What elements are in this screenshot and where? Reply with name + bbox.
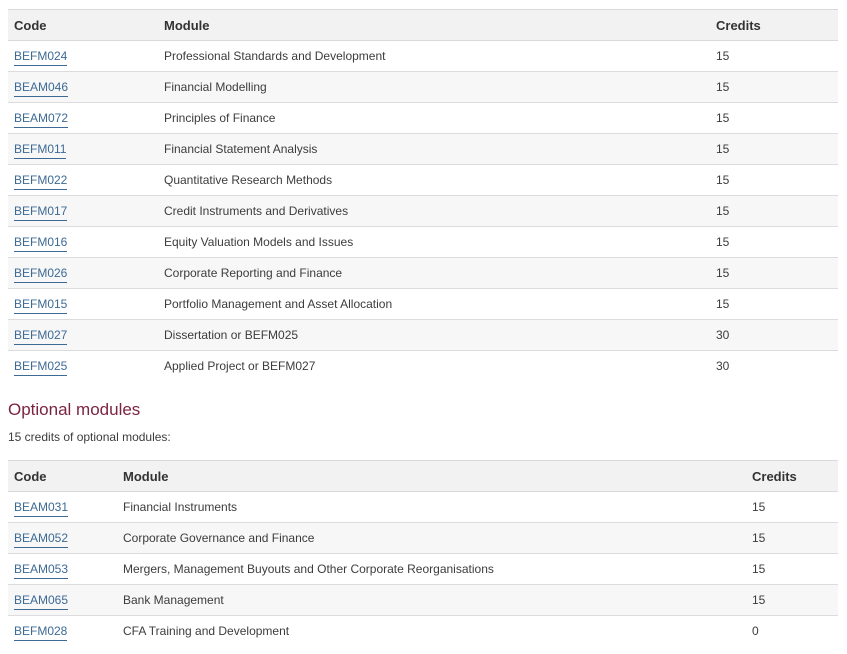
module-name: Equity Valuation Models and Issues — [158, 227, 710, 258]
column-header-code: Code — [8, 461, 117, 492]
table-row — [8, 554, 838, 585]
module-credits: 15 — [746, 585, 838, 616]
module-name: Mergers, Management Buyouts and Other Corporate Reorganisations — [117, 554, 746, 585]
table-row — [8, 492, 838, 523]
optional-modules-table — [8, 460, 838, 646]
module-name: Bank Management — [117, 585, 746, 616]
module-name: Quantitative Research Methods — [158, 165, 710, 196]
module-credits: 30 — [716, 359, 730, 373]
core-modules-section — [8, 9, 838, 381]
core-modules-table — [8, 9, 838, 381]
module-code-link[interactable]: BEFM025 — [14, 359, 67, 376]
module-code-link[interactable]: BEAM072 — [14, 111, 68, 128]
module-credits: 15 — [746, 492, 838, 523]
module-credits: 15 — [710, 41, 838, 72]
module-code-link[interactable]: BEFM024 — [14, 49, 67, 66]
module-code-link[interactable]: BEFM022 — [14, 173, 67, 190]
module-code-link[interactable]: BEFM016 — [14, 235, 67, 252]
column-header-module: Module — [117, 461, 746, 492]
module-code-link[interactable]: BEAM031 — [14, 500, 68, 517]
module-credits: 15 — [746, 554, 838, 585]
column-header-code: Code — [8, 10, 158, 41]
module-name: Applied Project or BEFM027 — [164, 359, 316, 373]
module-name: Credit Instruments and Derivatives — [158, 196, 710, 227]
optional-modules-intro: 15 credits of optional modules: — [8, 430, 171, 444]
module-code-link[interactable]: BEAM052 — [14, 531, 68, 548]
module-code-link[interactable]: BEAM065 — [14, 593, 68, 610]
column-header-credits: Credits — [710, 10, 838, 41]
column-header-credits: Credits — [746, 461, 838, 492]
module-name: Financial Statement Analysis — [158, 134, 710, 165]
table-row — [8, 351, 838, 382]
module-credits: 15 — [710, 103, 838, 134]
module-code-link[interactable]: BEAM046 — [14, 80, 68, 97]
module-credits: 15 — [746, 523, 838, 554]
table-row — [8, 103, 838, 134]
table-row — [8, 320, 838, 351]
module-name: Corporate Governance and Finance — [117, 523, 746, 554]
module-credits: 15 — [710, 227, 838, 258]
module-code-link[interactable]: BEFM026 — [14, 266, 67, 283]
module-code-link[interactable]: BEFM015 — [14, 297, 67, 314]
module-code-link[interactable]: BEFM028 — [14, 624, 67, 641]
table-header-row — [8, 461, 838, 492]
optional-modules-heading: Optional modules — [8, 400, 141, 419]
module-code-link[interactable]: BEFM011 — [14, 142, 66, 159]
table-row — [8, 523, 838, 554]
module-code-link[interactable]: BEFM027 — [14, 328, 67, 345]
module-credits: 15 — [710, 134, 838, 165]
table-row — [8, 72, 838, 103]
table-row — [8, 585, 838, 616]
module-code-link[interactable]: BEAM053 — [14, 562, 68, 579]
table-row — [8, 165, 838, 196]
module-credits: 15 — [710, 289, 838, 320]
module-name: Professional Standards and Development — [158, 41, 710, 72]
module-credits: 15 — [710, 258, 838, 289]
module-credits: 15 — [710, 196, 838, 227]
module-code-link[interactable]: BEFM017 — [14, 204, 67, 221]
table-row — [8, 227, 838, 258]
module-name: CFA Training and Development — [123, 624, 290, 638]
column-header-module: Module — [158, 10, 710, 41]
module-credits: 15 — [710, 72, 838, 103]
table-row — [8, 289, 838, 320]
module-name: Corporate Reporting and Finance — [158, 258, 710, 289]
module-credits: 0 — [752, 624, 759, 638]
table-row — [8, 616, 838, 647]
module-name: Dissertation or BEFM025 — [158, 320, 710, 351]
optional-modules-section — [8, 460, 838, 646]
table-row — [8, 134, 838, 165]
table-row — [8, 41, 838, 72]
module-name: Financial Instruments — [117, 492, 746, 523]
module-credits: 30 — [710, 320, 838, 351]
module-name: Portfolio Management and Asset Allocation — [158, 289, 710, 320]
table-row — [8, 258, 838, 289]
table-row — [8, 196, 838, 227]
module-credits: 15 — [710, 165, 838, 196]
table-header-row — [8, 10, 838, 41]
module-name: Principles of Finance — [158, 103, 710, 134]
module-name: Financial Modelling — [158, 72, 710, 103]
